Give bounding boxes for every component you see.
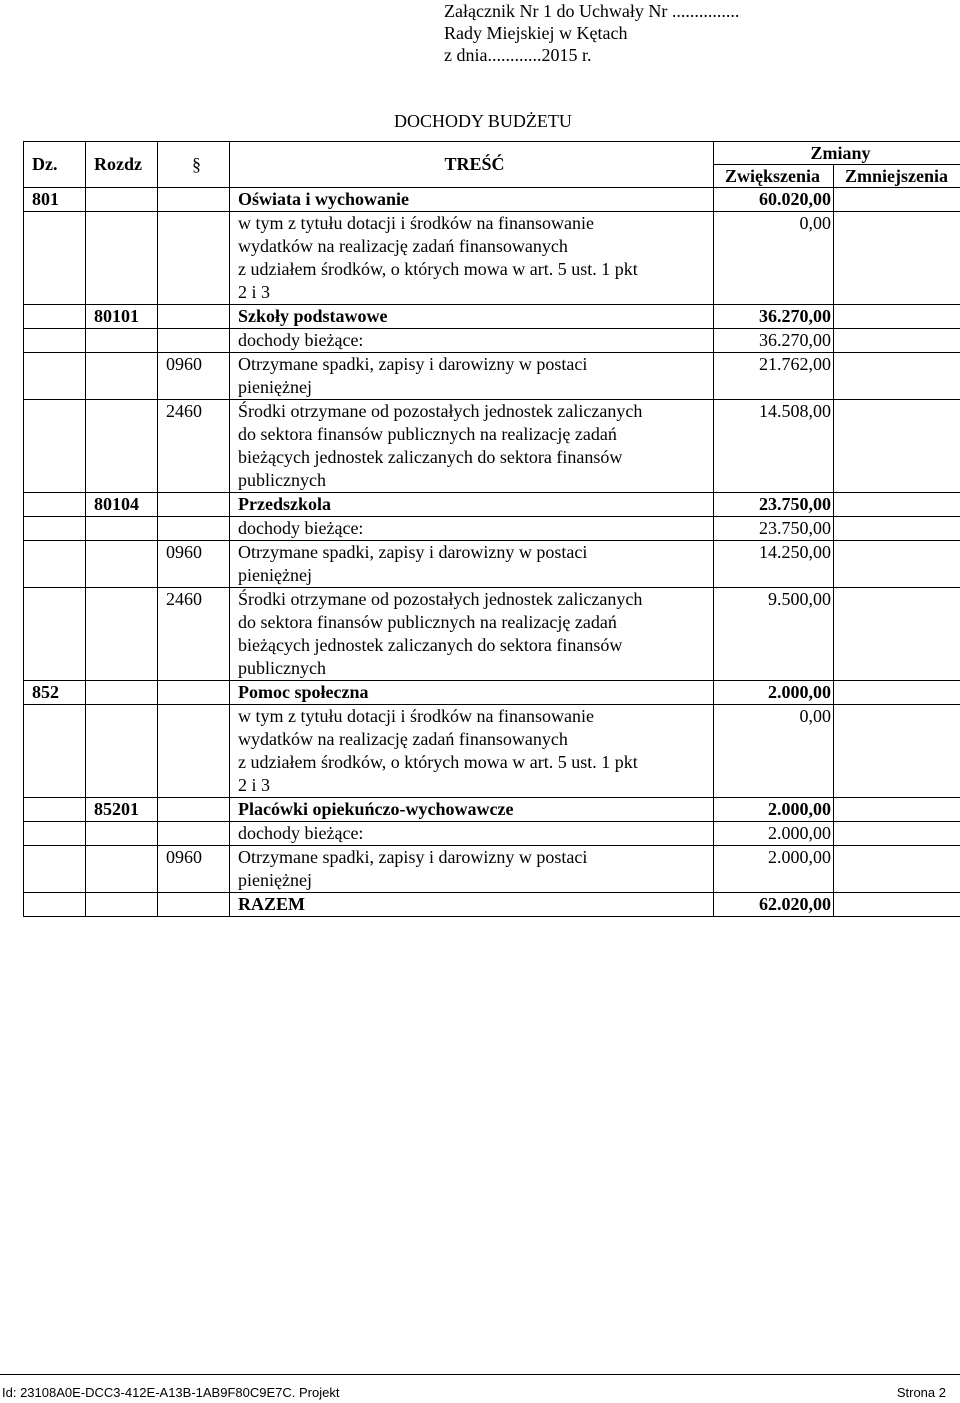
cell-dz	[24, 822, 86, 846]
cell-text: Środki otrzymane od pozostałych jednostek zaliczanych do sektora finansów publicznych na realizację zadań bieżących jednostek zaliczanych do sektora finansów publicznych	[230, 400, 714, 493]
cell-rozdz	[86, 705, 158, 798]
cell-decrease	[834, 517, 960, 541]
header-line-2: Rady Miejskiej w Kętach	[444, 23, 628, 43]
cell-increase: 2.000,00	[714, 846, 834, 893]
cell-decrease	[834, 798, 960, 822]
cell-paragraph	[158, 517, 230, 541]
cell-decrease	[834, 329, 960, 353]
header-line-3: z dnia............2015 r.	[444, 45, 592, 65]
cell-increase: 14.250,00	[714, 541, 834, 588]
cell-paragraph: 0960	[158, 846, 230, 893]
cell-rozdz	[86, 681, 158, 705]
cell-decrease	[834, 212, 960, 305]
cell-text: dochody bieżące:	[230, 822, 714, 846]
cell-increase: 36.270,00	[714, 329, 834, 353]
cell-text: Środki otrzymane od pozostałych jednostek zaliczanych do sektora finansów publicznych na realizację zadań bieżących jednostek zaliczanych do sektora finansów publicznych	[230, 588, 714, 681]
table-row	[24, 681, 960, 705]
cell-text: Przedszkola	[230, 493, 714, 517]
cell-decrease	[834, 893, 960, 917]
table-row	[24, 541, 960, 588]
cell-dz	[24, 400, 86, 493]
cell-paragraph	[158, 822, 230, 846]
cell-text: w tym z tytułu dotacji i środków na finansowanie wydatków na realizację zadań finansowanych z udziałem środków, o których mowa w art. 5 ust. 1 pkt 2 i 3	[230, 212, 714, 305]
cell-paragraph	[158, 493, 230, 517]
cell-rozdz: 80101	[86, 305, 158, 329]
cell-text: Otrzymane spadki, zapisy i darowizny w postaci pieniężnej	[230, 353, 714, 400]
cell-text: Pomoc społeczna	[230, 681, 714, 705]
cell-rozdz	[86, 588, 158, 681]
header-dz: Dz.	[24, 142, 86, 188]
cell-text: Otrzymane spadki, zapisy i darowizny w postaci pieniężnej	[230, 541, 714, 588]
cell-paragraph	[158, 329, 230, 353]
cell-increase: 2.000,00	[714, 681, 834, 705]
cell-paragraph: 0960	[158, 353, 230, 400]
page-footer	[0, 1374, 960, 1402]
table-row	[24, 493, 960, 517]
cell-rozdz: 80104	[86, 493, 158, 517]
cell-dz: 801	[24, 188, 86, 212]
header-zmniejszenia: Zmniejszenia	[834, 165, 960, 188]
cell-increase: 62.020,00	[714, 893, 834, 917]
table-row	[24, 212, 960, 305]
cell-increase: 21.762,00	[714, 353, 834, 400]
cell-dz	[24, 212, 86, 305]
cell-increase: 23.750,00	[714, 493, 834, 517]
cell-increase: 0,00	[714, 212, 834, 305]
cell-text: Placówki opiekuńczo-wychowawcze	[230, 798, 714, 822]
cell-text: dochody bieżące:	[230, 329, 714, 353]
cell-rozdz	[86, 188, 158, 212]
cell-text: w tym z tytułu dotacji i środków na finansowanie wydatków na realizację zadań finansowanych z udziałem środków, o których mowa w art. 5 ust. 1 pkt 2 i 3	[230, 705, 714, 798]
cell-rozdz	[86, 353, 158, 400]
cell-rozdz	[86, 212, 158, 305]
cell-text: RAZEM	[230, 893, 714, 917]
cell-decrease	[834, 353, 960, 400]
cell-paragraph	[158, 893, 230, 917]
header-zmiany: Zmiany	[714, 142, 960, 165]
cell-paragraph: 2460	[158, 588, 230, 681]
budget-table	[23, 141, 960, 917]
cell-increase: 2.000,00	[714, 822, 834, 846]
cell-paragraph	[158, 798, 230, 822]
cell-rozdz	[86, 541, 158, 588]
header-rozdz: Rozdz	[86, 142, 158, 188]
cell-rozdz	[86, 893, 158, 917]
cell-dz	[24, 329, 86, 353]
cell-paragraph: 0960	[158, 541, 230, 588]
cell-dz	[24, 493, 86, 517]
cell-paragraph	[158, 705, 230, 798]
table-row	[24, 400, 960, 493]
cell-rozdz: 85201	[86, 798, 158, 822]
cell-increase: 2.000,00	[714, 798, 834, 822]
cell-dz	[24, 305, 86, 329]
page-number: Strona 2	[896, 1385, 946, 1400]
cell-decrease	[834, 400, 960, 493]
table-header-row	[24, 142, 960, 165]
cell-text: dochody bieżące:	[230, 517, 714, 541]
cell-rozdz	[86, 517, 158, 541]
cell-decrease	[834, 588, 960, 681]
cell-decrease	[834, 681, 960, 705]
cell-dz	[24, 798, 86, 822]
table-row	[24, 893, 960, 917]
cell-decrease	[834, 188, 960, 212]
cell-decrease	[834, 822, 960, 846]
header-tresc: TREŚĆ	[230, 142, 714, 188]
cell-decrease	[834, 493, 960, 517]
table-row	[24, 798, 960, 822]
cell-text: Oświata i wychowanie	[230, 188, 714, 212]
cell-dz	[24, 353, 86, 400]
cell-rozdz	[86, 400, 158, 493]
cell-rozdz	[86, 329, 158, 353]
cell-dz	[24, 846, 86, 893]
table-row	[24, 353, 960, 400]
header-zwiekszenia: Zwiększenia	[714, 165, 834, 188]
cell-paragraph: 2460	[158, 400, 230, 493]
cell-paragraph	[158, 681, 230, 705]
cell-rozdz	[86, 822, 158, 846]
document-title: DOCHODY BUDŻETU	[394, 111, 572, 131]
table-row	[24, 846, 960, 893]
cell-paragraph	[158, 305, 230, 329]
cell-increase: 23.750,00	[714, 517, 834, 541]
document-id: Id: 23108A0E-DCC3-412E-A13B-1AB9F80C9E7C. Projekt	[2, 1385, 340, 1400]
cell-increase: 60.020,00	[714, 188, 834, 212]
cell-increase: 14.508,00	[714, 400, 834, 493]
cell-dz	[24, 893, 86, 917]
cell-decrease	[834, 305, 960, 329]
table-row	[24, 588, 960, 681]
cell-dz	[24, 588, 86, 681]
cell-increase: 9.500,00	[714, 588, 834, 681]
table-row	[24, 305, 960, 329]
table-row	[24, 517, 960, 541]
cell-dz	[24, 541, 86, 588]
cell-dz	[24, 517, 86, 541]
cell-paragraph	[158, 188, 230, 212]
cell-decrease	[834, 846, 960, 893]
header-line-1: Załącznik Nr 1 do Uchwały Nr ...............	[444, 1, 740, 21]
cell-paragraph	[158, 212, 230, 305]
header-paragraph: §	[158, 142, 230, 188]
cell-increase: 36.270,00	[714, 305, 834, 329]
cell-increase: 0,00	[714, 705, 834, 798]
document-header	[444, 0, 739, 66]
cell-decrease	[834, 541, 960, 588]
table-row	[24, 188, 960, 212]
cell-text: Szkoły podstawowe	[230, 305, 714, 329]
cell-decrease	[834, 705, 960, 798]
table-row	[24, 705, 960, 798]
cell-text: Otrzymane spadki, zapisy i darowizny w postaci pieniężnej	[230, 846, 714, 893]
table-row	[24, 822, 960, 846]
cell-dz	[24, 705, 86, 798]
cell-dz: 852	[24, 681, 86, 705]
cell-rozdz	[86, 846, 158, 893]
table-row	[24, 329, 960, 353]
